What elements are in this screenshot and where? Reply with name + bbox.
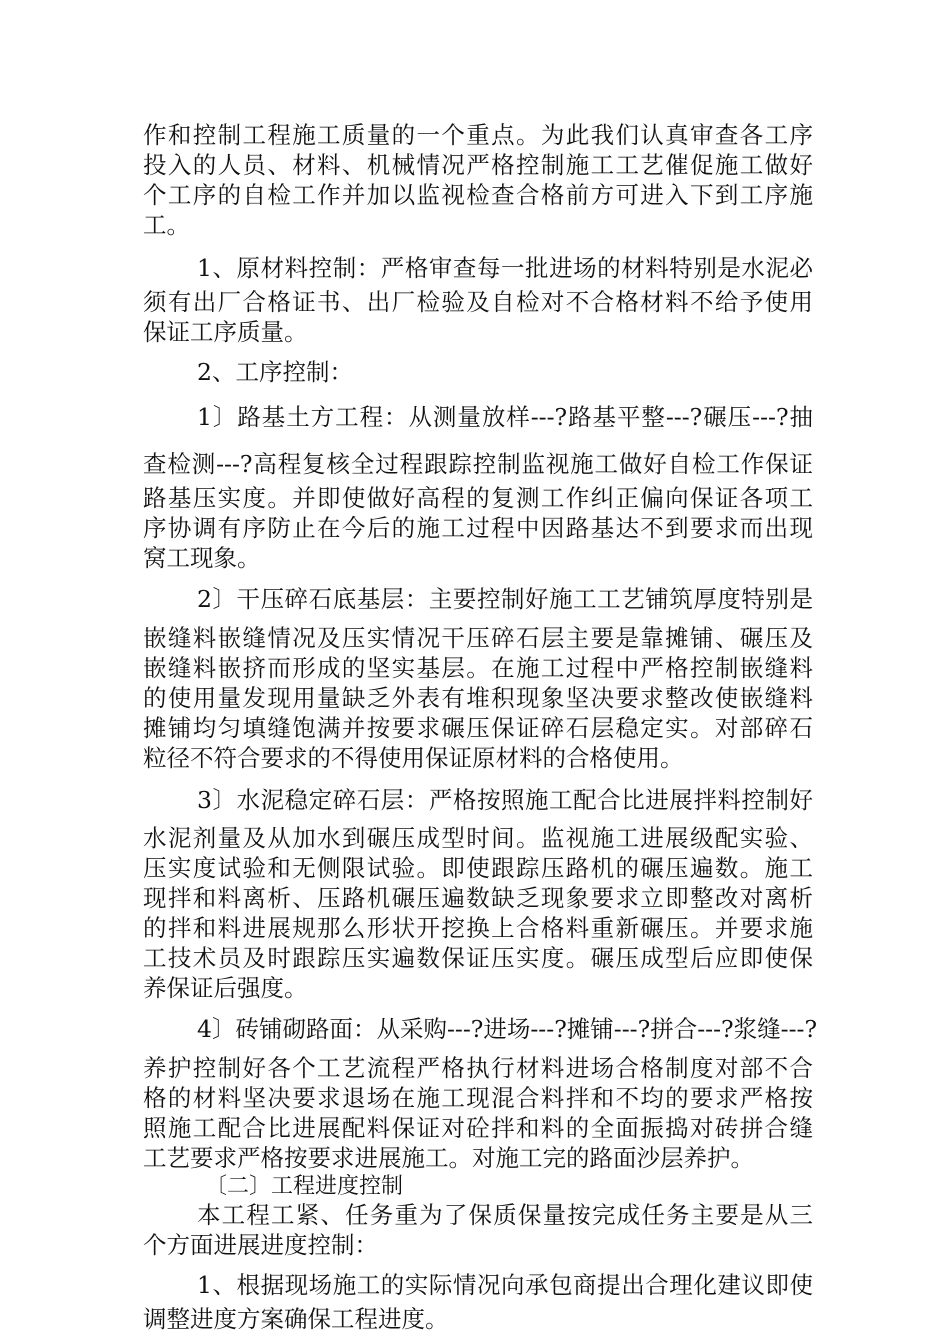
body-line: 须有出厂合格证书、出厂检验及自检对不合格材料不给予使用 xyxy=(143,288,813,316)
body-line: 调整进度方案确保工程进度。 xyxy=(143,1305,449,1333)
body-line: 的使用量发现用量缺乏外表有堆积现象坚决要求整改使嵌缝料 xyxy=(143,684,813,712)
paragraph-first-line: 1〕路基土方工程：从测量放样---?路基平整---?碾压---?抽 xyxy=(197,403,813,431)
body-line: 工。 xyxy=(143,211,190,239)
body-line: 养护控制好各个工艺流程严格执行材料进场合格制度对部不合 xyxy=(143,1054,813,1082)
paragraph-first-line: 1、原材料控制：严格审查每一批进场的材料特别是水泥必 xyxy=(197,254,813,282)
body-line: 水泥剂量及从加水到碾压成型时间。监视施工进展级配实验、 xyxy=(143,824,813,852)
body-line: 序协调有序防止在今后的施工过程中因路基达不到要求而出现 xyxy=(143,514,813,542)
body-line: 窝工现象。 xyxy=(143,544,261,572)
body-line: 工技术员及时跟踪压实遍数保证压实度。碾压成型后应即使保 xyxy=(143,944,813,972)
paragraph-first-line: 本工程工紧、任务重为了保质保量按完成任务主要是从三 xyxy=(197,1201,813,1229)
body-line: 投入的人员、材料、机械情况严格控制施工工艺催促施工做好 xyxy=(143,151,813,179)
body-line: 个工序的自检工作并加以监视检查合格前方可进入下到工序施 xyxy=(143,181,813,209)
body-line: 查检测---?高程复核全过程跟踪控制监视施工做好自检工作保证 xyxy=(143,450,813,478)
body-line: 格的材料坚决要求退场在施工现混合料拌和不均的要求严格按 xyxy=(143,1084,813,1112)
body-line: 现拌和料离析、压路机碾压遍数缺乏现象要求立即整改对离析 xyxy=(143,884,813,912)
body-line: 的拌和料进展规那么形状开挖换上合格料重新碾压。并要求施 xyxy=(143,914,813,942)
subsection-heading: 〔二〕工程进度控制 xyxy=(205,1174,404,1199)
paragraph-first-line: 2〕干压碎石底基层：主要控制好施工工艺铺筑厚度特别是 xyxy=(197,585,813,613)
body-line: 个方面进展进度控制： xyxy=(143,1231,378,1259)
body-line: 路基压实度。并即使做好高程的复测工作纠正偏向保证各项工 xyxy=(143,484,813,512)
section-heading: 2、工序控制： xyxy=(197,358,353,386)
body-line: 嵌缝料嵌挤而形成的坚实基层。在施工过程中严格控制嵌缝料 xyxy=(143,654,813,682)
body-line: 作和控制工程施工质量的一个重点。为此我们认真审查各工序 xyxy=(143,121,813,149)
body-line: 工艺要求严格按要求进展施工。对施工完的路面沙层养护。 xyxy=(143,1144,754,1172)
body-line: 照施工配合比进展配料保证对砼拌和料的全面振捣对砖拼合缝 xyxy=(143,1114,813,1142)
paragraph-first-line: 3〕水泥稳定碎石层：严格按照施工配合比进展拌料控制好 xyxy=(197,786,813,814)
body-line: 压实度试验和无侧限试验。即使跟踪压路机的碾压遍数。施工 xyxy=(143,854,813,882)
paragraph-first-line: 1、根据现场施工的实际情况向承包商提出合理化建议即使 xyxy=(197,1271,813,1299)
paragraph-first-line: 4〕砖铺砌路面：从采购---?进场---?摊铺---?拼合---?浆缝---? xyxy=(197,1015,818,1043)
body-line: 粒径不符合要求的不得使用保证原材料的合格使用。 xyxy=(143,744,684,772)
body-line: 嵌缝料嵌缝情况及压实情况干压碎石层主要是靠摊铺、碾压及 xyxy=(143,624,813,652)
body-line: 保证工序质量。 xyxy=(143,318,308,346)
body-line: 养保证后强度。 xyxy=(143,974,308,1002)
body-line: 摊铺均匀填缝饱满并按要求碾压保证碎石层稳定实。对部碎石 xyxy=(143,714,813,742)
